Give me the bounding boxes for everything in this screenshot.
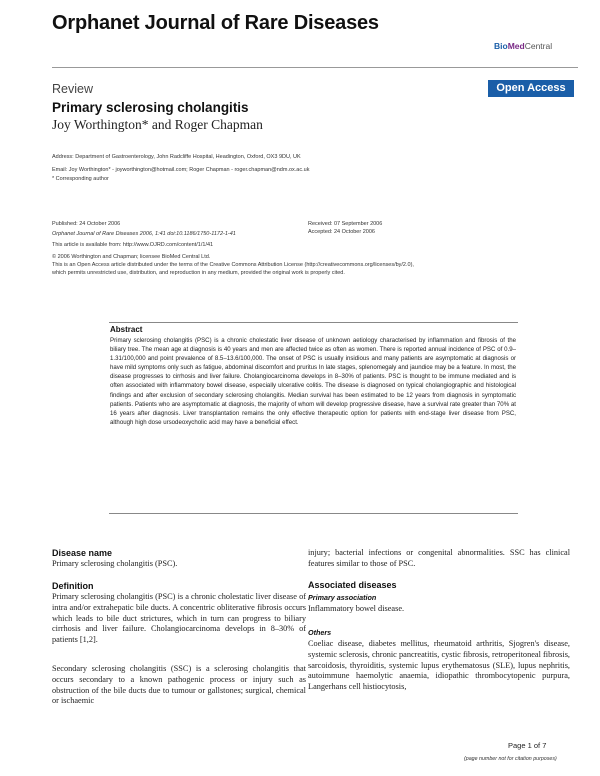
published-date: Published: 24 October 2006	[52, 221, 121, 227]
header-divider	[52, 67, 578, 68]
open-access-badge: Open Access	[488, 80, 574, 97]
author-address: Address: Department of Gastroenterology, John Radcliffe Hospital, Headington, Oxford, OX3 9DU, UK	[52, 154, 301, 160]
article-type: Review	[52, 82, 93, 96]
others-heading: Others	[308, 628, 332, 637]
license-line-1: This is an Open Access article distributed under the terms of the Creative Commons Attribution License (http://creativecommons.org/licenses/by/2.0),	[52, 262, 414, 268]
corresponding-author-note: * Corresponding author	[52, 176, 109, 182]
received-date: Received: 07 September 2006	[308, 221, 383, 227]
logo-med: Med	[507, 41, 525, 51]
article-title: Primary sclerosing cholangitis	[52, 100, 249, 115]
accepted-date: Accepted: 24 October 2006	[308, 229, 375, 235]
citation-text: Orphanet Journal of Rare Diseases 2006, 1:41 doi:10.1186/1750-1172-1-41	[52, 231, 236, 237]
continued-text: injury; bacterial infections or congenital abnormalities. SSC has clinical features similar to those of PSC.	[308, 548, 570, 568]
page-number: Page 1 of 7	[508, 741, 547, 750]
definition-paragraph-1: Primary sclerosing cholangitis (PSC) is a chronic cholestatic liver disease of intra and/or extrahepatic bile ducts. A concentric obliterative fibrosis occurs which leads to bile duct strictures, which in turn can progress to biliary cirrhosis and liver failure. Cholangiocarcinoma develops in 8–30% of patients [1,2].	[52, 592, 306, 645]
abstract-heading: Abstract	[110, 325, 143, 334]
logo-central: Central	[524, 41, 553, 51]
logo-bio: Bio	[494, 41, 508, 51]
primary-association-heading: Primary association	[308, 593, 377, 602]
associated-diseases-heading: Associated diseases	[308, 580, 397, 590]
journal-title: Orphanet Journal of Rare Diseases	[52, 12, 379, 34]
article-url[interactable]: This article is available from: http://www.OJRD.com/content/1/1/41	[52, 242, 214, 248]
author-email: Email: Joy Worthington* - joyworthington@hotmail.com; Roger Chapman - roger.chapman@ndm.ox.ac.uk	[52, 167, 310, 173]
definition-paragraph-2: Secondary sclerosing cholangitis (SSC) is a sclerosing cholangitis that occurs secondary to a known pathogenic process or injury such as obstruction of the bile ducts due to tumour or gallstones; surgical, chemical or ischaemic	[52, 664, 306, 706]
abstract-text: Primary sclerosing cholangitis (PSC) is a chronic cholestatic liver disease of unknown aetiology characterised by inflammation and fibrosis of the biliary tree. The mean age at diagnosis is 40 years and men are affected twice as often as women. There is reported annual incidence of PSC of 0.9–1.31/100,000 and point prevalence of 8.5–13.6/100,000. The onset of PSC is usually insidious and many patients are asymptomatic at diagnosis or have mild symptoms only such as fatigue, abdominal discomfort and pruritus In late stages, splenomegaly and jaundice may be a feature. In most, the disease progresses to cirrhosis and liver failure. Cholangiocarcinoma develops in 8–30% of patients. PSC is thought to be immune mediated and is often associated with inflammatory bowel disease, especially ulcerative colitis. The disease is diagnosed on typical cholangiographic and histological findings and after exclusion of secondary sclerosing cholangitis. Median survival has been estimated to be 12 years from diagnosis in symptomatic patients. Patients who are asymptomatic at diagnosis, the majority of whom will develop progressive disease, have a survival rate greater than 70% at 16 years after diagnosis. Liver transplantation remains the only effective therapeutic option for patients with end-stage liver disease from PSC, although high dose ursodeoxycholic acid may have a beneficial effect.	[110, 337, 516, 426]
biomed-central-logo	[494, 41, 552, 51]
copyright: © 2006 Worthington and Chapman; licensee BioMed Central Ltd.	[52, 254, 211, 260]
page-number-note: (page number not for citation purposes)	[464, 756, 557, 762]
disease-name-text: Primary sclerosing cholangitis (PSC).	[52, 559, 178, 568]
primary-association-text: Inflammatory bowel disease.	[308, 604, 405, 613]
article-authors: Joy Worthington* and Roger Chapman	[52, 117, 263, 132]
license-line-2: which permits unrestricted use, distribution, and reproduction in any medium, provided the original work is properly cited.	[52, 270, 345, 276]
definition-heading: Definition	[52, 581, 94, 591]
others-text: Coeliac disease, diabetes mellitus, rheumatoid arthritis, Sjogren's disease, systemic sclerosis, chronic pancreatitis, cystic fibrosis, retroperitoneal fibrosis, sarcoidosis, thyroiditis, systemic lupus erythematosus (SLE), lupus nephritis, autoimmune haemolytic anaemia, idiopathic thrombocytopenic purpura, Langerhans cell histiocytosis,	[308, 639, 570, 692]
disease-name-heading: Disease name	[52, 548, 113, 558]
citation	[52, 230, 236, 239]
